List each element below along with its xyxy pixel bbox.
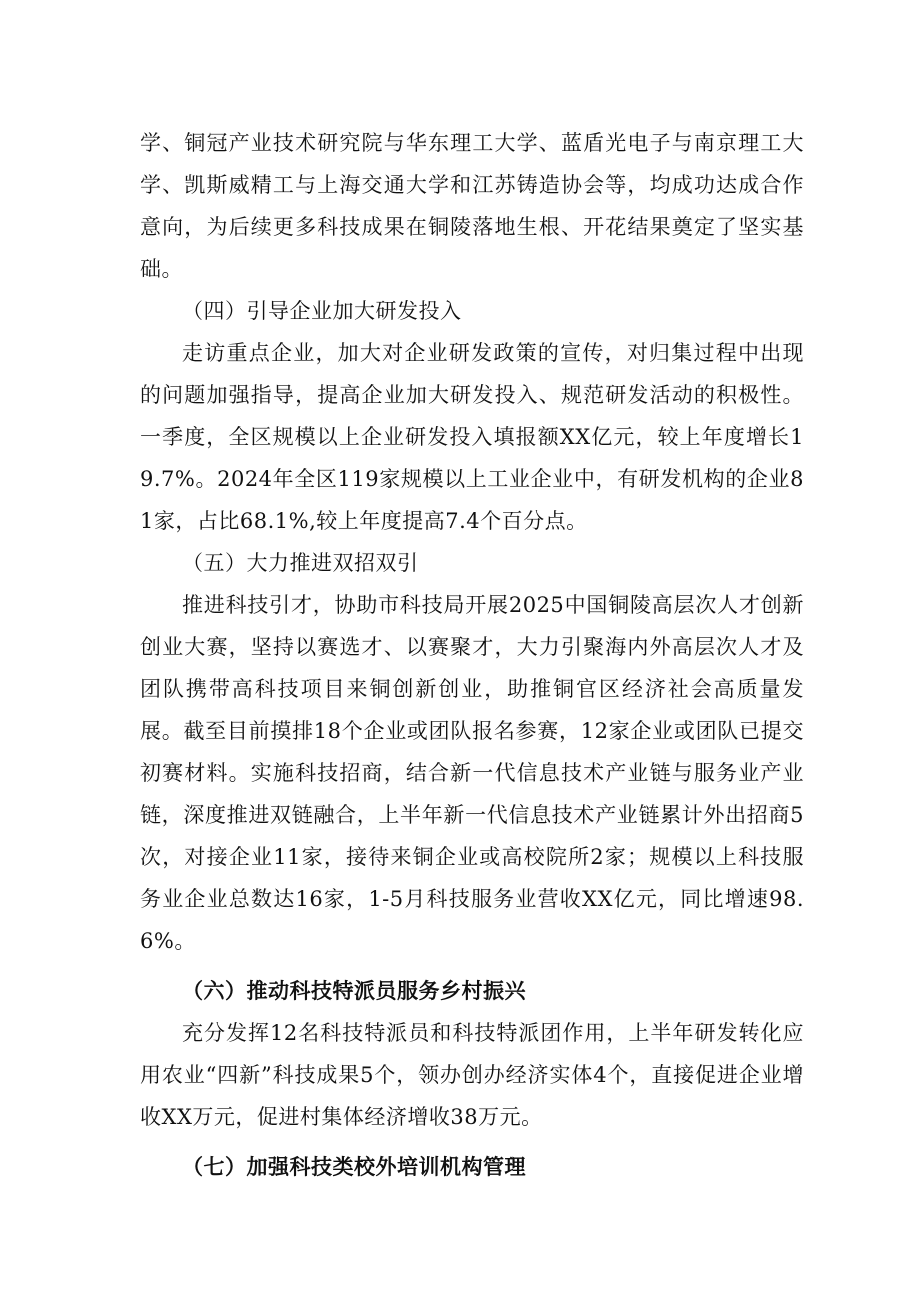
paragraph-tech-commissioners: 充分发挥12名科技特派员和科技特派团作用，上半年研发转化应用农业“四新”科技成果5个，领办创办经济实体4个，直接促进企业增收XX万元，促进村集体经济增收38万元。 <box>140 1021 804 1129</box>
section-heading-5: （五）大力推进双招双引 <box>182 551 419 575</box>
section-heading-4: （四）引导企业加大研发投入 <box>182 299 462 323</box>
section-heading-6: （六）推动科技特派员服务乡村振兴 <box>182 979 526 1003</box>
paragraph-talent-investment: 推进科技引才，协助市科技局开展2025中国铜陵高层次人才创新创业大赛，坚持以赛选才、以赛聚才，大力引聚海内外高层次人才及团队携带高科技项目来铜创新创业，助推铜官区经济社会高质量发展。截至目前摸排18个企业或团队报名参赛，12家企业或团队已提交初赛材料。实施科技招商，结合新一代信息技术产业链与服务业产业链，深度推进双链融合，上半年新一代信息技术产业链累计外出招商5次，对接企业11家，接待来铜企业或高校院所2家；规模以上科技服务业企业总数达16家，1-5月科技服务业营收XX亿元，同比增速98.6%。 <box>140 593 804 953</box>
paragraph-rd-investment: 走访重点企业，加大对企业研发政策的宣传，对归集过程中出现的问题加强指导，提高企业加大研发投入、规范研发活动的积极性。一季度，全区规模以上企业研发投入填报额XX亿元，较上年度增长19.7%。2024年全区119家规模以上工业企业中，有研发机构的企业81家，占比68.1%,较上年度提高7.4个百分点。 <box>140 341 804 533</box>
document-body <box>140 122 804 1188</box>
section-heading-7: （七）加强科技类校外培训机构管理 <box>182 1155 526 1179</box>
paragraph-continuation: 学、铜冠产业技术研究院与华东理工大学、蓝盾光电子与南京理工大学、凯斯威精工与上海交通大学和江苏铸造协会等，均成功达成合作意向，为后续更多科技成果在铜陵落地生根、开花结果奠定了坚实基础。 <box>140 131 804 281</box>
